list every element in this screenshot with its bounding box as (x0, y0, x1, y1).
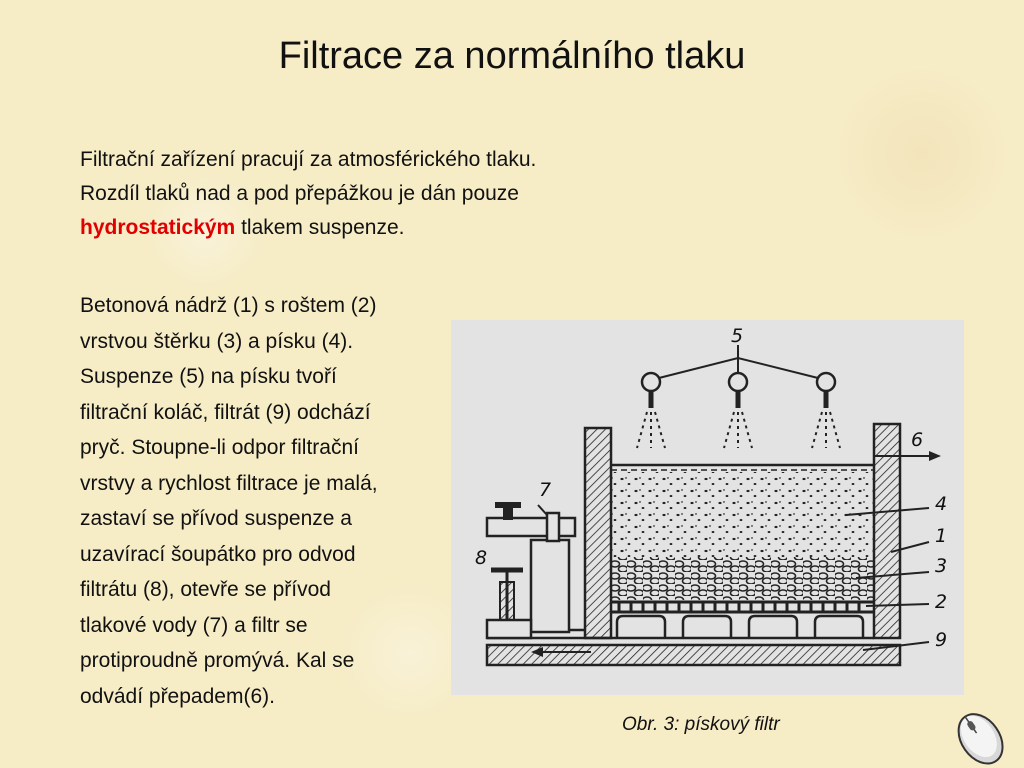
suspension-feed (637, 345, 840, 448)
intro-line-3 (80, 211, 700, 245)
intro-line-1: Filtrační zařízení pracují za atmosférického tlaku. (80, 148, 537, 171)
grate-supports (617, 616, 863, 638)
filtrate-valve (487, 570, 531, 638)
intro-line-3-rest: tlakem suspenze. (235, 216, 405, 239)
sand-layer (611, 472, 874, 557)
body-line: vrstvy a rychlost filtrace je malá, (80, 471, 378, 495)
body-line: odvádí přepadem(6). (80, 684, 275, 708)
diagram-svg (451, 320, 964, 695)
label-5: 5 (731, 325, 744, 347)
label-9: 9 (935, 629, 948, 651)
label-2: 2 (935, 591, 948, 613)
label-4: 4 (935, 493, 948, 515)
label-1: 1 (935, 525, 948, 547)
label-8: 8 (475, 547, 488, 569)
body-line: tlakové vody (7) a filtr se (80, 613, 308, 637)
description-paragraph (80, 288, 460, 714)
body-line: vrstvou štěrku (3) a písku (4). (80, 329, 354, 353)
intro-line-2: Rozdíl tlaků nad a pod přepážkou je dán pouze (80, 182, 519, 205)
mouse-icon (940, 706, 1020, 766)
body-line: protiproudně promývá. Kal se (80, 649, 355, 672)
label-6: 6 (911, 429, 924, 451)
body-line: pryč. Stoupne-li odpor filtrační (80, 436, 359, 459)
sand-filter-diagram (451, 320, 964, 695)
intro-paragraph (80, 143, 700, 245)
figure-caption: Obr. 3: pískový filtr (622, 714, 780, 735)
gravel-layer (611, 557, 874, 600)
label-7: 7 (539, 479, 552, 501)
body-line: uzavírací šoupátko pro odvod (80, 542, 356, 566)
slide-title: Filtrace za normálního tlaku (278, 35, 746, 77)
body-line: filtrátu (8), otevře se přívod (80, 578, 331, 601)
body-line: zastaví se přívod suspenze a (80, 507, 352, 530)
label-3: 3 (935, 555, 948, 577)
body-line: Betonová nádrž (1) s roštem (2) (80, 294, 377, 317)
body-line: filtrační koláč, filtrát (9) odchází (80, 400, 371, 424)
body-line: Suspenze (5) na písku tvoří (80, 365, 337, 388)
highlight-word: hydrostatickým (80, 216, 236, 239)
